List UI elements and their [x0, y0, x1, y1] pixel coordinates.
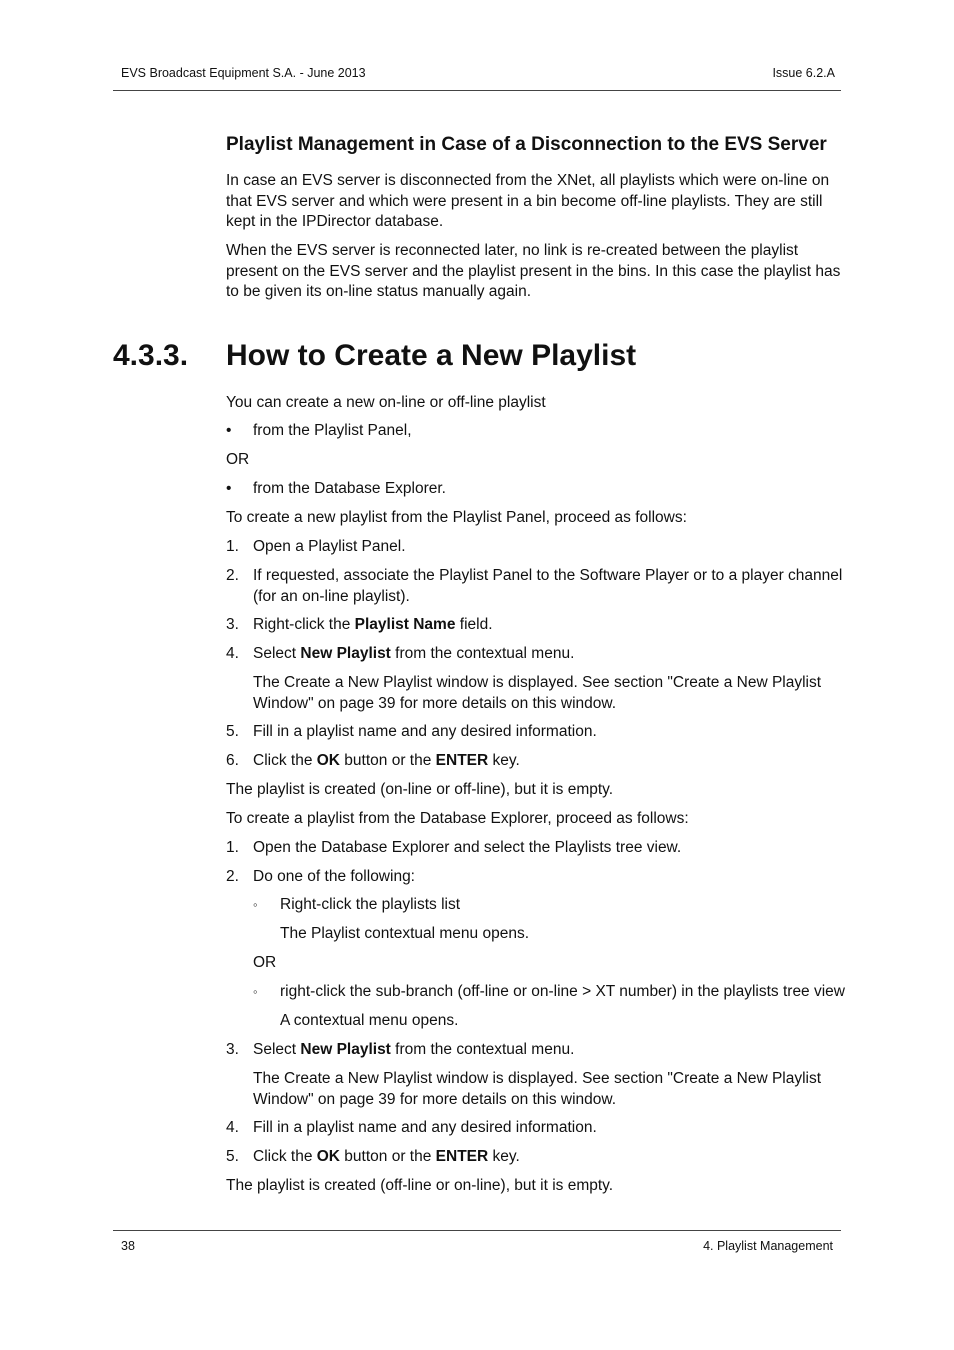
intro-text: You can create a new on-line or off-line playlist — [226, 394, 546, 411]
section-subheading: Playlist Management in Case of a Disconnection to the EVS Server — [226, 134, 827, 155]
procedure1-step-3: Right-click the Playlist Name field. — [253, 616, 493, 633]
header-publisher: EVS Broadcast Equipment S.A. - June 2013 — [121, 66, 366, 80]
procedure1-lead: To create a new playlist from the Playlist Panel, proceed as follows: — [226, 509, 687, 526]
step-number: 3. — [226, 1041, 239, 1058]
sub-bullet-marker: ◦ — [253, 897, 258, 912]
step-number: 5. — [226, 1148, 239, 1165]
step-number: 1. — [226, 839, 239, 856]
procedure1-step-4-note: The Create a New Playlist window is displayed. See section "Create a New Playlist Window" on page 39 for more details on this window. — [253, 674, 822, 712]
step-number: 4. — [226, 645, 239, 662]
page-footer — [113, 1230, 841, 1253]
ui-term: ENTER — [435, 1148, 489, 1165]
step-number: 2. — [226, 567, 239, 584]
chapter-number: 4.3.3. — [113, 339, 189, 372]
procedure1-step-5: Fill in a playlist name and any desired information. — [253, 723, 597, 740]
ui-term: OK — [316, 752, 340, 769]
step-number: 6. — [226, 752, 239, 769]
procedure2-step-4: Fill in a playlist name and any desired information. — [253, 1119, 597, 1136]
procedure2-sub-1-note: The Playlist contextual menu opens. — [280, 925, 529, 942]
procedure2-lead: To create a playlist from the Database Explorer, proceed as follows: — [226, 810, 689, 827]
sub-bullet-marker: ◦ — [253, 984, 258, 999]
option-database-explorer: from the Database Explorer. — [253, 480, 446, 497]
procedure2-step-1: Open the Database Explorer and select the Playlists tree view. — [253, 839, 682, 856]
bullet-marker: • — [226, 422, 232, 439]
procedure1-result: The playlist is created (on-line or off-line), but it is empty. — [226, 781, 614, 798]
bullet-marker: • — [226, 480, 232, 497]
procedure2-sub-1: Right-click the playlists list — [280, 896, 461, 913]
ui-term: New Playlist — [300, 1041, 391, 1058]
procedure2-or-separator: OR — [253, 954, 277, 971]
procedure2-sub-2: right-click the sub-branch (off-line or on-line > XT number) in the playlists tree view — [280, 983, 845, 1000]
procedure2-step-3: Select New Playlist from the contextual menu. — [253, 1041, 575, 1058]
procedure1-step-2: If requested, associate the Playlist Panel to the Software Player or to a player channel (for an on-line playlist). — [253, 567, 843, 605]
ui-term: ENTER — [435, 752, 489, 769]
procedure1-step-6: Click the OK button or the ENTER key. — [253, 752, 520, 769]
footer-chapter: 4. Playlist Management — [703, 1239, 833, 1253]
disconnection-paragraph-2: When the EVS server is reconnected later, no link is re-created between the playlist present on the EVS server and the playlist present in the bins. In this case the playlist has to be given its on-line status manually again. — [226, 242, 841, 300]
procedure1-step-1: Open a Playlist Panel. — [253, 538, 406, 555]
header-issue: Issue 6.2.A — [772, 66, 835, 80]
page-header — [113, 64, 841, 91]
step-number: 5. — [226, 723, 239, 740]
page-number: 38 — [121, 1239, 135, 1253]
disconnection-paragraph-1: In case an EVS server is disconnected from the XNet, all playlists which were on-line on that EVS server and which were present in a bin become off-line playlists. They are still kept in the IPDirector database. — [226, 172, 830, 230]
step-number: 4. — [226, 1119, 239, 1136]
ui-term: New Playlist — [300, 645, 391, 662]
step-number: 2. — [226, 868, 239, 885]
step-number: 1. — [226, 538, 239, 555]
procedure2-result: The playlist is created (off-line or on-line), but it is empty. — [226, 1177, 614, 1194]
procedure2-sub-2-note: A contextual menu opens. — [280, 1012, 459, 1029]
procedure2-step-3-note: The Create a New Playlist window is displayed. See section "Create a New Playlist Window" on page 39 for more details on this window. — [253, 1070, 822, 1108]
option-playlist-panel: from the Playlist Panel, — [253, 422, 412, 439]
chapter-title: How to Create a New Playlist — [226, 339, 637, 372]
procedure2-step-2: Do one of the following: — [253, 868, 415, 885]
step-number: 3. — [226, 616, 239, 633]
ui-term: OK — [316, 1148, 340, 1165]
procedure1-step-4: Select New Playlist from the contextual menu. — [253, 645, 575, 662]
ui-term: Playlist Name — [354, 616, 456, 633]
procedure2-step-5: Click the OK button or the ENTER key. — [253, 1148, 520, 1165]
or-separator: OR — [226, 451, 250, 468]
